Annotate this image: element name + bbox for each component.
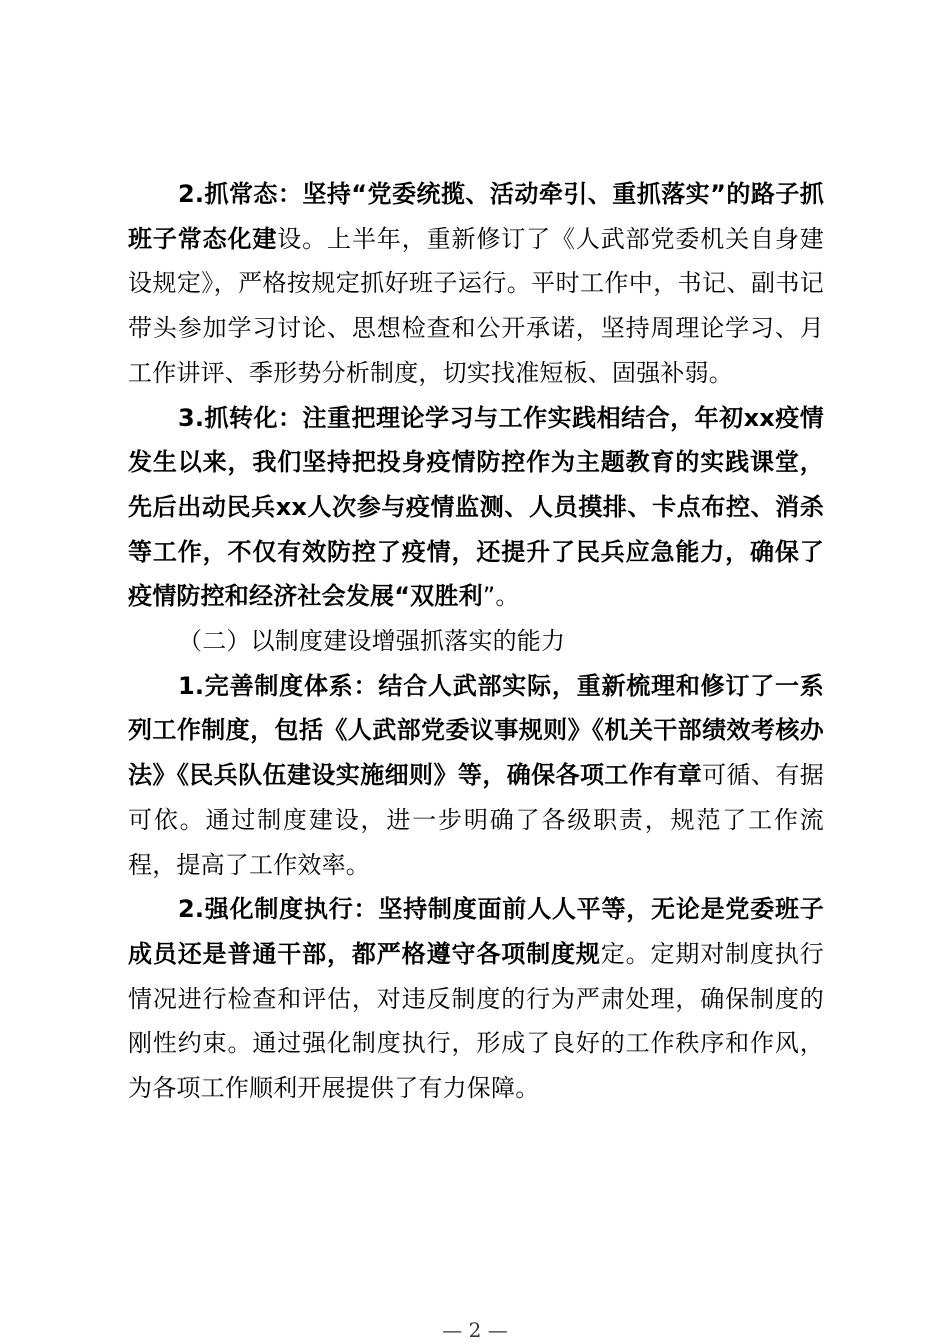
paragraph-2 (128, 396, 824, 620)
paragraph-4 (128, 887, 824, 1111)
paragraph-4-text: 定。定期对制度执行情况进行检查和评估，对违反制度的行为严肃处理，确保制度的刚性约束。通过强化制度执行，形成了良好的工作秩序和作风，为各项工作顺利开展提供了有力保障。 (128, 939, 824, 1103)
paragraph-1-text: 设。上半年，重新修订了《人武部党委机关自身建设规定》，严格按规定抓好班子运行。平时工作中，书记、副书记带头参加学习讨论、思想检查和公开承诺，坚持周理论学习、月工作讲评、季形势分析制度，切实找准短板、固强补弱。 (128, 224, 824, 387)
section-heading (128, 619, 824, 664)
document-body (128, 172, 824, 1111)
paragraph-3 (128, 664, 824, 888)
paragraph-2-text: ”。 (482, 582, 520, 611)
paragraph-3-text: 可循、有据可依。通过制度建设，进一步明确了各级职责，规范了工作流程，提高了工作效率。 (128, 761, 824, 879)
section-heading-text: （二）以制度建设增强抓落实的能力 (178, 627, 566, 656)
paragraph-1-bold: 2.抓常态：坚持“党委统揽、活动牵引、重抓落实”的路子抓班子常态化建 (128, 180, 824, 253)
paragraph-2-bold: 3.抓转化：注重把理论学习与工作实践相结合，年初xx疫情发生以来，我们坚持把投身疫情防控作为主题教育的实践课堂，先后出动民兵xx人次参与疫情监测、人员摸排、卡点布控、消杀等工作，不仅有效防控了疫情，还提升了民兵应急能力，确保了疫情防控和经济社会发展“双胜利 (128, 403, 824, 611)
paragraph-3-bold: 1.完善制度体系：结合人武部实际，重新梳理和修订了一系列工作制度，包括《人武部党委议事规则》《机关干部绩效考核办法》《民兵队伍建设实施细则》等，确保各项工作有章 (128, 671, 824, 790)
paragraph-4-bold: 2.强化制度执行：坚持制度面前人人平等，无论是党委班子成员还是普通干部，都严格遵守各项制度规 (128, 895, 824, 968)
page-number: — 2 — (442, 1318, 508, 1342)
paragraph-1 (128, 172, 824, 396)
